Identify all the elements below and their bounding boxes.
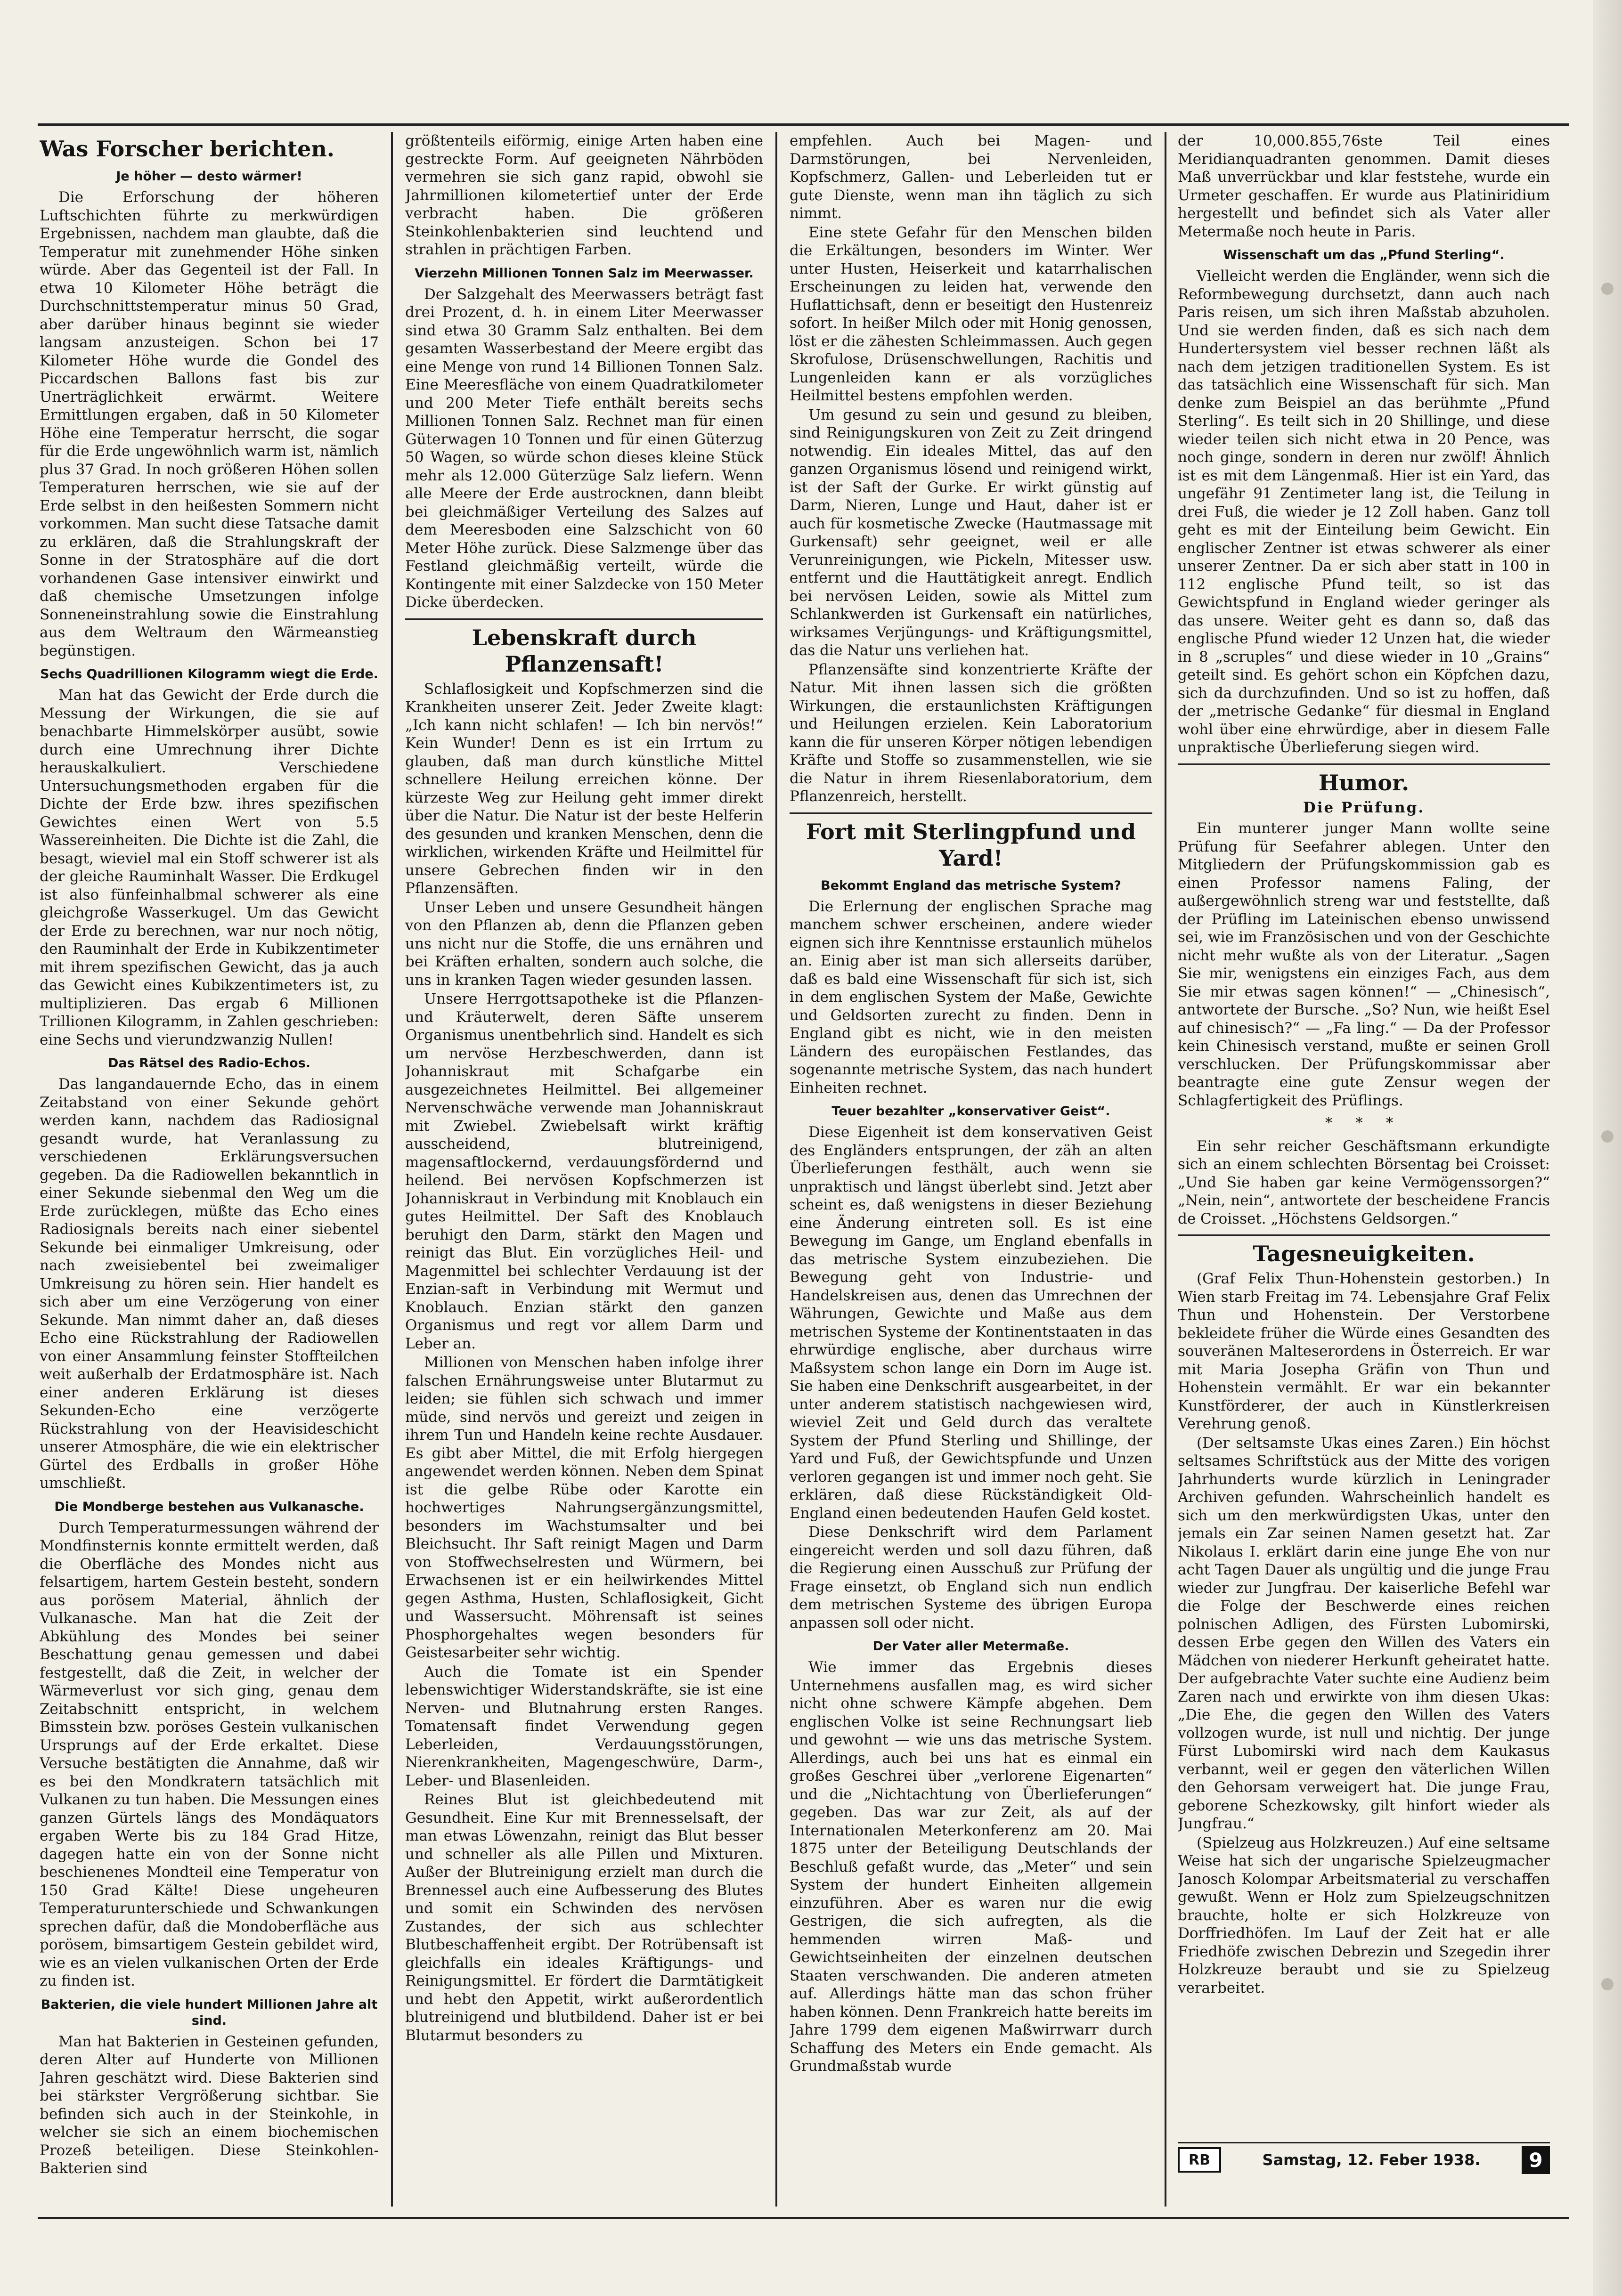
separator-stars: * * *	[1325, 1115, 1403, 1131]
section-title: Je höher — desto wärmer!	[116, 169, 302, 184]
page-footer	[1178, 2142, 1550, 2176]
paragraph: Diese Denkschrift wird dem Parlament eingereicht werden und soll dazu führen, daß die Regierung einen Ausschuß zur Prüfung der Frage einsetzt, ob England sich nun endlich dem metrischen Systeme des übrigen Europa anpassen soll oder nicht.	[790, 1524, 1152, 1631]
paragraph: Der Salzgehalt des Meerwassers beträgt fast drei Prozent, d. h. in einem Liter Meerwasser sind etwa 30 Gramm Salz enthalten. Bei dem gesamten Wasserbestand der Meere ergibt das eine Menge von rund 14 Billionen Tonnen Salz. Eine Meeresfläche von einem Quadratkilometer und 200 Meter Tiefe enthält bereits sechs Millionen Tonnen Salz. Rechnet man für einen Güterwagen 10 Tonnen und für einen Güterzug 50 Wagen, so würde schon dieses kleine Stück mehr als 12.000 Güterzüge Salz liefern. Wenn alle Meere der Erde austrocknen, dann bleibt bei gleichmäßiger Verteilung des Salzes auf dem Meeresboden eine Salzschicht von 60 Meter Höhe zurück. Diese Salzmenge über das Festland gleichmäßig verteilt, würde die Kontingente mit einer Salzdecke von 150 Meter Dicke überdecken.	[405, 285, 763, 611]
paragraph: Man hat das Gewicht der Erde durch die Messung der Wirkungen, die sie auf benachbarte Himmelskörper ausübt, sowie durch eine Umrechnung ihrer Dichte herauskalkuliert. Verschiedene Untersuchungsmethoden ergaben für die Dichte der Erde bzw. ihres spezifischen Gewichtes einen Wert von 5.5 Wassereinheiten. Die Dichte ist die Zahl, die besagt, wieviel mal ein Stoff schwerer ist als der gleiche Rauminhalt Wasser. Die Erdkugel ist also fünfeinhalbmal schwerer als eine gleichgroße Wasserkugel. Um das Gewicht der Erde zu berechnen, war nur noch nötig, den Rauminhalt der Erde in Kubikzentimeter mit ihrem spezifischen Gewicht, das ja auch das Gewicht eines Kubikzentimeters ist, zu multiplizieren. Das ergab 6 Millionen Trillionen Kilogramm, in Zahlen geschrieben: eine Sechs und vierundzwanzig Nullen!	[40, 687, 379, 1048]
paragraph: Die Erlernung der englischen Sprache mag manchem schwer erscheinen, andere wieder eignen sich ihre Kenntnisse erstaunlich mühelos an. Einig aber ist man sich allerseits darüber, daß es bald eine Wissenschaft für sich ist, sich in dem englischen System der Maße, Gewichte und Geldsorten zurecht zu finden. Denn in England gibt es nicht, wie in den meisten Ländern des europäischen Festlandes, das sogenannte metrische System, das nach hundert Einheiten rechnet.	[790, 898, 1152, 1096]
paragraph: Schlaflosigkeit und Kopfschmerzen sind die Krankheiten unserer Zeit. Jeder Zweite klagt: „Ich kann nicht schlafen! — Ich bin nervös!“ Kein Wunder! Denn es ist ein Irrtum zu glauben, daß man durch künstliche Mittel schnellere Heilung erreichen könne. Der kürzeste Weg zur Heilung geht immer direkt über die Natur. Die Natur ist der beste Helferin des gesunden und kranken Menschen, denn die wirklichen, wirkenden Kräfte und Heilmittel für unsere Gebrechen finden wir in den Pflanzensäften.	[405, 680, 763, 897]
issue-date: Samstag, 12. Feber 1938.	[1262, 2151, 1481, 2169]
divider	[405, 618, 763, 620]
section-title: Der Vater aller Metermaße.	[872, 1639, 1069, 1654]
headline-humor: Humor.	[1318, 770, 1410, 795]
section-title: Teuer bezahlter „konservativer Geist“.	[831, 1104, 1110, 1119]
column-rule	[391, 132, 393, 2207]
paragraph: Um gesund zu sein und gesund zu bleiben, sind Reinigungskuren von Zeit zu Zeit dringend notwendig. Ein ideales Mittel, das auf den ganzen Organismus lösend und reinigend wirkt, ist der Saft der Gurke. Er wirkt günstig auf Darm, Nieren, Lunge und Haut, daher ist er auch für kosmetische Zwecke (Hautmassage mit Gurkensaft) sehr geeignet, weil er alle Verunreinigungen, wie Pickeln, Mitesser usw. entfernt und die Hauttätigkeit anregt. Endlich bei nervösen Leiden, sowie als Mittel zum Schlankwerden ist Gurkensaft ein natürliches, wirksames Verjüngungs- und Kräftigungsmittel, das die Natur uns verliehen hat.	[790, 406, 1152, 659]
paragraph: Durch Temperaturmessungen während der Mondfinsternis konnte ermittelt werden, daß die Oberfläche des Mondes nicht aus felsartigem, hartem Gestein besteht, sondern aus porösem Material, ähnlich der Vulkanasche. Man hat die Zeit der Abkühlung des Mondes bei seiner Beschattung genau gemessen und dabei festgestellt, daß die Zeit, in welcher der Wärmeverlust vor sich ging, genau dem Zeitabschnitt entspricht, in welchem Bimsstein bzw. poröses Gestein vulkanischen Ursprungs auf der Erde erkaltet. Diese Versuche bestätigten die Annahme, daß wir es bei den Mondkratern tatsächlich mit Vulkanen zu tun haben. Die Messungen eines ganzen Gürtels längs des Mondäquators ergaben Werte bis zu 184 Grad Hitze, dagegen hatte ein von der Sonne nicht beschienenes Mondteil eine Temperatur von 150 Grad Kälte! Diese ungeheuren Temperaturunterschiede und Schwankungen sprechen dafür, daß die Mondoberfläche aus porösem, bimsartigem Gestein gebildet wird, wie es an vielen vulkanischen Orten der Erde zu finden ist.	[40, 1519, 379, 1989]
paragraph: Das langandauernde Echo, das in einem Zeitabstand von einer Sekunde gehört werden kann, nachdem das Radiosignal gesandt wurde, hat Veranlassung zu verschiedenen Erklärungsversuchen gegeben. Da die Radiowellen bekanntlich in einer Sekunde siebenmal den Weg um die Erde zurücklegen, müßte das Echo eines Radiosignals bereits nach einer siebentel Sekunde bei einmaliger Umkreisung, oder nach zweisiebentel bei zweimaliger Umkreisung zu hören sein. Hier handelt es sich aber um eine Verzögerung von einer Sekunde. Man nimmt daher an, daß dieses Echo eine Rückstrahlung der Radiowellen von einer Ansammlung feinster Stoffteilchen weit außerhalb der Erdatmosphäre ist. Nach einer anderen Erklärung ist dieses Sekunden-Echo eine verzögerte Rückstrahlung von der Heavisideschicht unserer Atmosphäre, die wie ein elektrischer Gürtel des Erdballs in großer Höhe umschließt.	[40, 1076, 379, 1492]
column-3	[790, 132, 1152, 2207]
column-rule	[775, 132, 777, 2207]
section-title: Wissenschaft um das „Pfund Sterling“.	[1223, 248, 1505, 262]
paragraph: Diese Eigenheit ist dem konservativen Geist des Engländers entsprungen, der zäh an alten Überlieferungen festhält, auch wenn sie unpraktisch und längst überlebt sind. Jetzt aber scheint es, daß wenigstens in dieser Beziehung eine Änderung eintreten soll. Es ist eine Bewegung im Gange, um England ebenfalls in das metrische System einzubeziehen. Die Bewegung geht von Industrie- und Handelskreisen aus, denen das Umrechnen der Währungen, Gewichte und Maße aus dem metrischen Systeme der Kontinentstaaten in das ehrwürdige englische, aber durchaus wirre Maßsystem schon lange ein Dorn im Auge ist. Sie haben eine Denkschrift ausgearbeitet, in der unter anderem statistisch nachgewiesen wird, wieviel Zeit und Geld durch das veraltete System der Pfund Sterling und Shillinge, der Yard und Fuß, der Gewichtspfunde und Unzen verloren gegangen ist und immer noch geht. Sie erklären, daß diese Rückständigkeit Old-England einen bedeutenden Haufen Geld kostet.	[790, 1124, 1152, 1522]
headline-researchers: Was Forscher berichten.	[40, 136, 334, 162]
column-rule	[1165, 132, 1166, 2207]
paragraph: empfehlen. Auch bei Magen- und Darmstörungen, bei Nervenleiden, Kopfschmerz, Gallen- und Leberleiden tut er gute Dienste, wenn man ihn täglich zu sich nimmt.	[790, 132, 1152, 222]
column-4	[1178, 132, 1550, 2207]
paragraph: Die Erforschung der höheren Luftschichten führte zu merkwürdigen Ergebnissen, nachdem man glaubte, daß die Temperatur mit zunehmender Höhe sinken würde. Aber das Gegenteil ist der Fall. In etwa 10 Kilometer Höhe beträgt die Durchschnittstemperatur minus 50 Grad, aber darüber hinaus beginnt sie wieder langsam anzusteigen. Schon bei 17 Kilometer Höhe wurde die Gondel des Piccardschen Ballons fast bis zur Unerträglichkeit erwärmt. Weitere Ermittlungen ergaben, daß in 50 Kilometer Höhe eine Temperatur herrscht, die sogar für die Erde ungewöhnlich warm ist, nämlich plus 37 Grad. In noch größeren Höhen sollen Temperaturen herrschen, wie sie auf der Erde selbst in den heißesten Sommern nicht vorkommen. Man sucht diese Tatsache damit zu erklären, daß die Strahlungskraft der Sonne in der Stratosphäre auf die dort vorhandenen Gase intensiver einwirkt und daß chemische Umsetzungen infolge Sonneneinstrahlung sowie die Einstrahlung aus dem Weltraum den Wärmeanstieg begünstigen.	[40, 189, 379, 659]
paragraph: (Graf Felix Thun-Hohenstein gestorben.) In Wien starb Freitag im 74. Lebensjahre Graf Felix Thun und Hohenstein. Der Verstorbene bekleidete früher die Würde eines Gesandten des souveränen Malteserordens in Österreich. Er war mit Maria Josepha Gräfin von Thun und Hohenstein vermählt. Er war ein bekannter Kunstförderer, der auch in Künstlerkreisen Verehrung genoß.	[1178, 1270, 1550, 1432]
headline-plant-juice: Lebenskraft durch Pflanzensaft!	[472, 625, 697, 677]
paragraph: Eine stete Gefahr für den Menschen bilden die Erkältungen, besonders im Winter. Wer unter Husten, Heiserkeit und katarrhalischen Erscheinungen zu leiden hat, verwende den Huflattichsaft, denn er beseitigt den Hustenreiz sofort. In heißer Milch oder mit Honig genossen, löst er die zähesten Schleimmassen. Auch gegen Skrofulose, Drüsenschwellungen, Rachitis und Lungenleiden kann er als vorzügliches Heilmittel bestens empfohlen werden.	[790, 224, 1152, 404]
paragraph: Reines Blut ist gleichbedeutend mit Gesundheit. Eine Kur mit Brennesselsaft, der man etwas Löwenzahn, reinigt das Blut besser und schneller als alle Pillen und Mixturen. Außer der Blutreinigung erzielt man durch die Brennessel auch eine Aufbesserung des Blutes und somit ein Schwinden des nervösen Zustandes, der sich aus schlechter Blutbeschaffenheit ergibt. Der Rotrübensaft ist gleichfalls ein ideales Kräftigungs- und Reinigungsmittel. Er fördert die Darmtätigkeit und hebt den Appetit, wirkt außerordentlich blutreinigend und blutbildend. Daher ist er bei Blutarmut besonders zu	[405, 1791, 763, 2044]
paragraph: Vielleicht werden die Engländer, wenn sich die Reformbewegung durchsetzt, dann auch nach Paris reisen, um sich ihren Maßstab abzuholen. Und sie werden finden, daß es sich nach dem Hundertersystem viel besser rechnen läßt als nach dem jetzigen traditionellen System. Es ist das tatsächlich eine Wissenschaft für sich. Man denke zum Beispiel an das berühmte „Pfund Sterling“. Es teilt sich in 20 Shillinge, und diese wieder teilen sich nicht etwa in 20 Pence, was noch ginge, sondern in deren nur zwölf! Ähnlich ist es mit dem Längenmaß. Hier ist ein Yard, das ungefähr 91 Zentimeter lang ist, die Teilung in drei Fuß, die wieder je 12 Zoll haben. Ganz toll geht es mit der Einteilung beim Gewicht. Ein englischer Zentner ist etwas schwerer als einer unserer Zentner. Da er sich aber statt in 100 in 112 englische Pfund teilt, so ist das Gewichtspfund in England wieder geringer als das unsere. Weiter geht es dann so, daß das englische Pfund wieder 12 Unzen hat, die wieder in 8 „scruples“ und diese wieder in 10 „Grains“ geteilt sind. Es gehört schon ein Köpfchen dazu, sich da durchzufinden. Und so ist zu hoffen, daß der „metrische Gedanke“ für diesmal in England wohl über eine ehrwürdige, aber in diesem Falle unpraktische Überlieferung siegen wird.	[1178, 268, 1550, 756]
page-number: 9	[1522, 2146, 1550, 2174]
paragraph: größtenteils eiförmig, einige Arten haben eine gestreckte Form. Auf geeigneten Nährböden vermehren sie sich ganz rapid, obwohl sie Jahrmillionen kilometertief unter der Erde verbracht haben. Die größeren Steinkohlenbakterien sind leuchtend und strahlen in prächtigen Farben.	[405, 132, 763, 258]
paragraph: Wie immer das Ergebnis dieses Unternehmens ausfallen mag, es wird sicher nicht ohne schwere Kämpfe abgehen. Dem englischen Volke ist seine Rechnungsart lieb und gewohnt — wie uns das metrische System. Allerdings, auch bei uns hat es einmal ein großes Geschrei über „verlorene Eigenarten“ und die „Nichtachtung von Überlieferungen“ gegeben. Das war zur Zeit, als auf der Internationalen Meterkonferenz am 20. Mai 1875 unter der Beteiligung Deutschlands der Beschluß gefaßt wurde, das „Meter“ und sein System der hundert Einheiten allgemein einzuführen. Aber es waren nur die ewig Gestrigen, die sich aufregten, als die hemmenden wirren Maß- und Gewichtseinheiten der einzelnen deutschen Staaten verschwanden. Die anderen atmeten auf. Allerdings hätte man das schon früher haben können. Denn Frankreich hatte bereits im Jahre 1799 dem eigenen Maßwirrwarr durch Schaffung des Meters ein Ende gemacht. Als Grundmaßstab wurde	[790, 1659, 1152, 2075]
paragraph: Ein sehr reicher Geschäftsmann erkundigte sich an einem schlechten Börsentag bei Croisset: „Und Sie haben gar keine Vermögenssorgen?“ „Nein, nein“, antwortete der bescheidene Francis de Croisset. „Höchstens Geldsorgen.“	[1178, 1137, 1550, 1227]
paragraph: Auch die Tomate ist ein Spender lebenswichtiger Widerstandskräfte, sie ist eine Nerven- und Blutnahrung ersten Ranges. Tomatensaft findet Verwendung gegen Leberleiden, Verdauungsstörungen, Nierenkrankheiten, Magengeschwüre, Darm-, Leber- und Blasenleiden.	[405, 1663, 763, 1789]
column-2	[405, 132, 763, 2207]
humor-subtitle: Die Prüfung.	[1303, 799, 1425, 816]
binding-edge	[1593, 0, 1622, 2296]
divider	[1178, 763, 1550, 765]
section-title: Vierzehn Millionen Tonnen Salz im Meerwasser.	[415, 266, 754, 281]
publisher-logo: RB	[1178, 2147, 1221, 2173]
paragraph: der 10,000.855,76ste Teil eines Meridianquadranten genommen. Damit dieses Maß unverrückbar und klar feststehe, wurde ein Urmeter geschaffen. Er wurde aus Platiniridium hergestellt und befindet sich als Vater aller Metermaße noch heute in Paris.	[1178, 132, 1550, 240]
section-title: Sechs Quadrillionen Kilogramm wiegt die Erde.	[40, 667, 378, 681]
divider	[790, 812, 1152, 814]
paragraph: Millionen von Menschen haben infolge ihrer falschen Ernährungsweise unter Blutarmut zu leiden; sie fühlen sich schwach und immer müde, sind nervös und gereizt und zeigen in ihrem Tun und Handeln keine rechte Ausdauer. Es gibt aber Mittel, die mit Erfolg hiergegen angewendet werden können. Neben dem Spinat ist die gelbe Rübe oder Karotte ein hochwertiges Nahrungsergänzungsmittel, besonders im Wachstumsalter und bei Bleichsucht. Ihr Saft reinigt Magen und Darm von Stoffwechselresten und Würmern, bei Erwachsenen ist er ein heilwirkendes Mittel gegen Asthma, Husten, Schlaflosigkeit, Gicht und Wassersucht. Möhrensaft ist seines Phosphorgehaltes wegen besonders für Geistesarbeiter sehr wichtig.	[405, 1354, 763, 1661]
column-1	[40, 132, 379, 2207]
section-title: Die Mondberge bestehen aus Vulkanasche.	[54, 1499, 364, 1514]
headline-news: Tagesneuigkeiten.	[1253, 1241, 1475, 1266]
paragraph: (Spielzeug aus Holzkreuzen.) Auf eine seltsame Weise hat sich der ungarische Spielzeugmacher Janosch Kolompar Arbeitsmaterial zu verschaffen gewußt. Wenn er Holz zum Spielzeugschnitzen brauchte, holte er sich Holzkreuze von Dorffriedhöfen. Im Lauf der Zeit hat er alle Friedhöfe zwischen Debrezin und Szegedin ihrer Holzkreuze beraubt und sie zu Spielzeug verarbeitet.	[1178, 1834, 1550, 1996]
binding-hole-icon	[1601, 1130, 1614, 1143]
paragraph: Unsere Herrgottsapotheke ist die Pflanzen- und Kräuterwelt, deren Säfte unserem Organismus unentbehrlich sind. Handelt es sich um nervöse Herzbeschwerden, dann ist Johanniskraut mit Schafgarbe ein ausgezeichnetes Heilmittel. Bei allgemeiner Nervenschwäche verwende man Johanniskraut mit Zwiebel. Zwiebelsaft wirkt kräftig ausscheidend, blutreinigend, magensaftlockernd, verdauungsfördernd und heilend. Bei nervösen Kopfschmerzen ist Johanniskraut in Verbindung mit Knoblauch ein gutes Heilmittel. Der Saft des Knoblauch beruhigt den Darm, stärkt den Magen und reinigt das Blut. Ein vorzügliches Heil- und Magenmittel bei schlechter Verdauung ist der Enzian-saft in Verbindung mit Wermut und Knoblauch. Enzian stärkt den ganzen Organismus und regt vor allem Darm und Leber an.	[405, 990, 763, 1352]
paragraph: (Der seltsamste Ukas eines Zaren.) Ein höchst seltsames Schriftstück aus der Mitte des vorigen Jahrhunderts wurde kürzlich in Leningrader Archiven gefunden. Wahrscheinlich handelt es sich um den merkwürdigsten Ukas, unter den jemals ein Zar seinen Namen gesetzt hat. Zar Nikolaus I. erklärt darin eine junge Ehe von nur acht Tagen Dauer als ungültig und die junge Frau wieder zur Jungfrau. Der kaiserliche Befehl war die Folge der Beschwerde eines reichen polnischen Adligen, des Fürsten Lubomirski, dessen Erbe gegen den Willen des Vaters ein Mädchen von niederer Herkunft geheiratet hatte. Der aufgebrachte Vater suchte eine Audienz beim Zaren nach und erwirkte von ihm diesen Ukas: „Die Ehe, die gegen den Willen des Vaters vollzogen wurde, ist null und nichtig. Der junge Fürst Lubomirski wird nach dem Kaukasus verbannt, weil er gegen den väterlichen Willen den Gehorsam verweigert hat. Die junge Frau, geborene Schezkowsky, gilt hinfort wieder als Jungfrau.“	[1178, 1434, 1550, 1832]
binding-hole-icon	[1601, 283, 1614, 295]
paragraph: Unser Leben und unsere Gesundheit hängen von den Pflanzen ab, denn die Pflanzen geben uns nicht nur die Stoffe, die uns ernähren und bei Kräften erhalten, sondern auch solche, die uns in kranken Tagen wieder gesunden lassen.	[405, 899, 763, 989]
divider	[1178, 1234, 1550, 1236]
headline-sterling: Fort mit Sterlingpfund und Yard!	[806, 819, 1136, 871]
paragraph: Pflanzensäfte sind konzentrierte Kräfte der Natur. Mit ihnen lassen sich die größten Wirkungen, die erstaunlichsten Kräftigungen und Heilungen erzielen. Kein Laboratorium kann die für unseren Körper nötigen lebendigen Kräfte und Stoffe so zusammenstellen, wie sie die Natur in ihrem Riesenlaboratorium, dem Pflanzenreich, herstellt.	[790, 661, 1152, 805]
paragraph: Man hat Bakterien in Gesteinen gefunden, deren Alter auf Hunderte von Millionen Jahren geschätzt wird. Diese Bakterien sind bei stärkster Vergrößerung sichtbar. Sie befinden sich auch in der Steinkohle, in welcher sie sich an einem biochemischen Prozeß beteiligen. Diese Steinkohlen-Bakterien sind	[40, 2033, 379, 2177]
section-title: Bekommt England das metrische System?	[821, 878, 1121, 893]
paragraph: Ein munterer junger Mann wollte seine Prüfung für Seefahrer ablegen. Unter den Mitgliedern der Prüfungskommission gab es einen Professor namens Faling, der außergewöhnlich streng war und feststellte, daß der Prüfling im Lateinischen ebenso unwissend sei, wie im Französischen und von der Geschichte nicht mehr wußte als von der Literatur. „Sagen Sie mir, wenigstens ein einziges Fach, aus dem Sie mir etwas sagen können!“ — „Chinesisch“, antwortete der Bursche. „So? Nun, wie heißt Esel auf chinesisch?“ — „Fa ling.“ — Da der Professor kein Chinesisch verstand, mußte er seinen Groll verschlucken. Der Prüfungskommissar aber beantragte eine gute Zensur wegen der Schlagfertigkeit des Prüflings.	[1178, 820, 1550, 1109]
section-title: Bakterien, die viele hundert Millionen Jahre alt sind.	[41, 1997, 378, 2028]
binding-hole-icon	[1601, 1978, 1614, 1990]
section-title: Das Rätsel des Radio-Echos.	[107, 1056, 311, 1071]
